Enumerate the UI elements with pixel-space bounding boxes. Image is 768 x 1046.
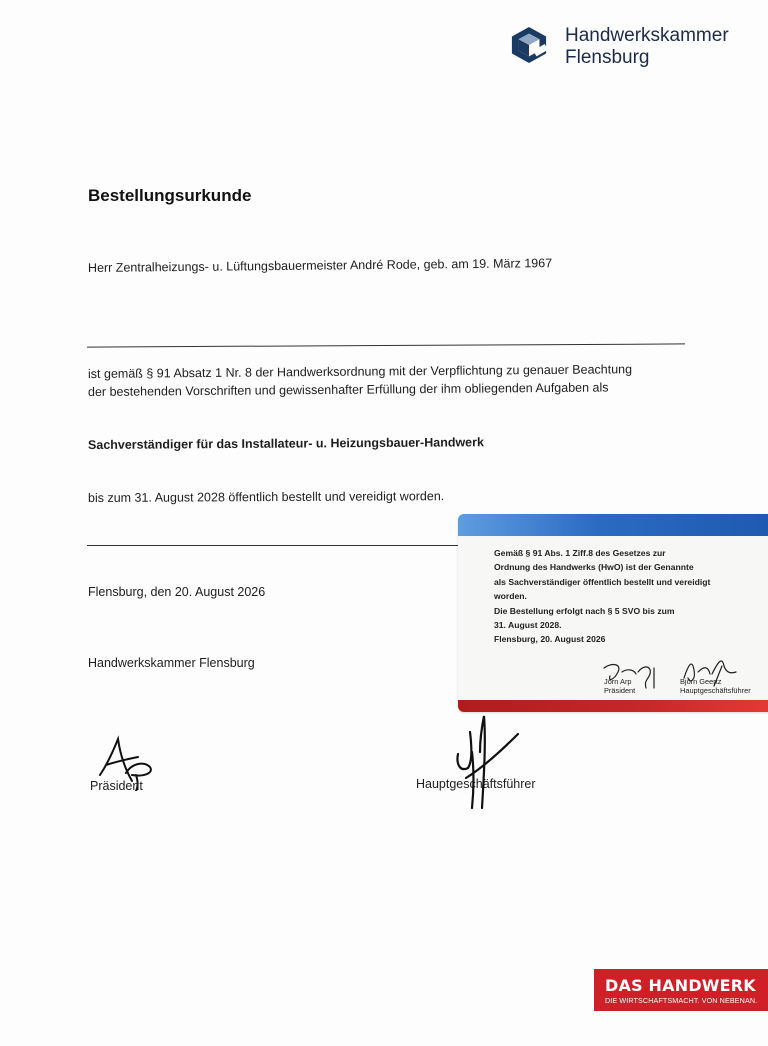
stamp-sig1-role: Präsident [604, 685, 636, 695]
stamp-sig2-role: Hauptgeschäftsführer [680, 685, 751, 695]
badge-slogan: DIE WIRTSCHAFTSMACHT. VON NEBENAN. [605, 996, 758, 1005]
org-name-line2: Flensburg [565, 47, 650, 68]
legal-text-line2: der bestehenden Vorschriften und gewissenhafter Erfüllung der ihm obliegenden Aufgaben als [87, 380, 609, 399]
stamp-line: worden. [494, 591, 527, 602]
certification-stamp-card [458, 514, 768, 712]
stamp-text [494, 546, 710, 647]
managing-director-label: Hauptgeschäftsführer [416, 777, 536, 791]
divider [87, 545, 459, 546]
stamp-line: Gemäß § 91 Abs. 1 Ziff.8 des Gesetzes zur [494, 548, 666, 558]
stamp-line: als Sachverständiger öffentlich bestellt und vereidigt [494, 576, 711, 587]
managing-director-signature [446, 712, 524, 812]
validity-line: bis zum 31. August 2028 öffentlich bestellt und vereidigt worden. [87, 489, 445, 505]
org-name [565, 25, 729, 69]
org-name-line1: Handwerkskammer [565, 25, 729, 46]
legal-text-line1: ist gemäß § 91 Absatz 1 Nr. 8 der Handwerksordnung mit der Verpflichtung zu genauer Beachtung [87, 362, 633, 381]
hwk-cube-logo-icon [510, 26, 548, 64]
stamp-sig1-caption [604, 678, 635, 695]
stamp-line: Die Bestellung erfolgt nach § 5 SVO bis zum [494, 605, 675, 616]
stamp-top-band [458, 514, 768, 536]
stamp-line: Ordnung des Handwerks (HwO) ist der Genannte [494, 562, 694, 573]
stamp-sig2-caption [680, 678, 751, 695]
stamp-line: 31. August 2028. [494, 620, 562, 631]
document-title: Bestellungsurkunde [88, 186, 252, 205]
appointee-line: Herr Zentralheizungs- u. Lüftungsbauermeister André Rode, geb. am 19. März 1967 [87, 256, 553, 275]
expert-role: Sachverständiger für das Installateur- u. Heizungsbauer-Handwerk [87, 435, 484, 452]
president-label: Präsident [90, 779, 143, 793]
stamp-sig1-name: Jörn Arp [604, 677, 632, 686]
place-date: Flensburg, den 20. August 2026 [88, 585, 266, 599]
stamp-bottom-band [458, 700, 768, 712]
das-handwerk-badge [594, 969, 768, 1011]
issuer-name: Handwerkskammer Flensburg [88, 656, 255, 670]
badge-title: DAS HANDWERK [605, 976, 756, 995]
divider [87, 343, 685, 347]
stamp-line: Flensburg, 20. August 2026 [494, 634, 606, 645]
stamp-sig2-name: Björn Geertz [680, 677, 722, 686]
